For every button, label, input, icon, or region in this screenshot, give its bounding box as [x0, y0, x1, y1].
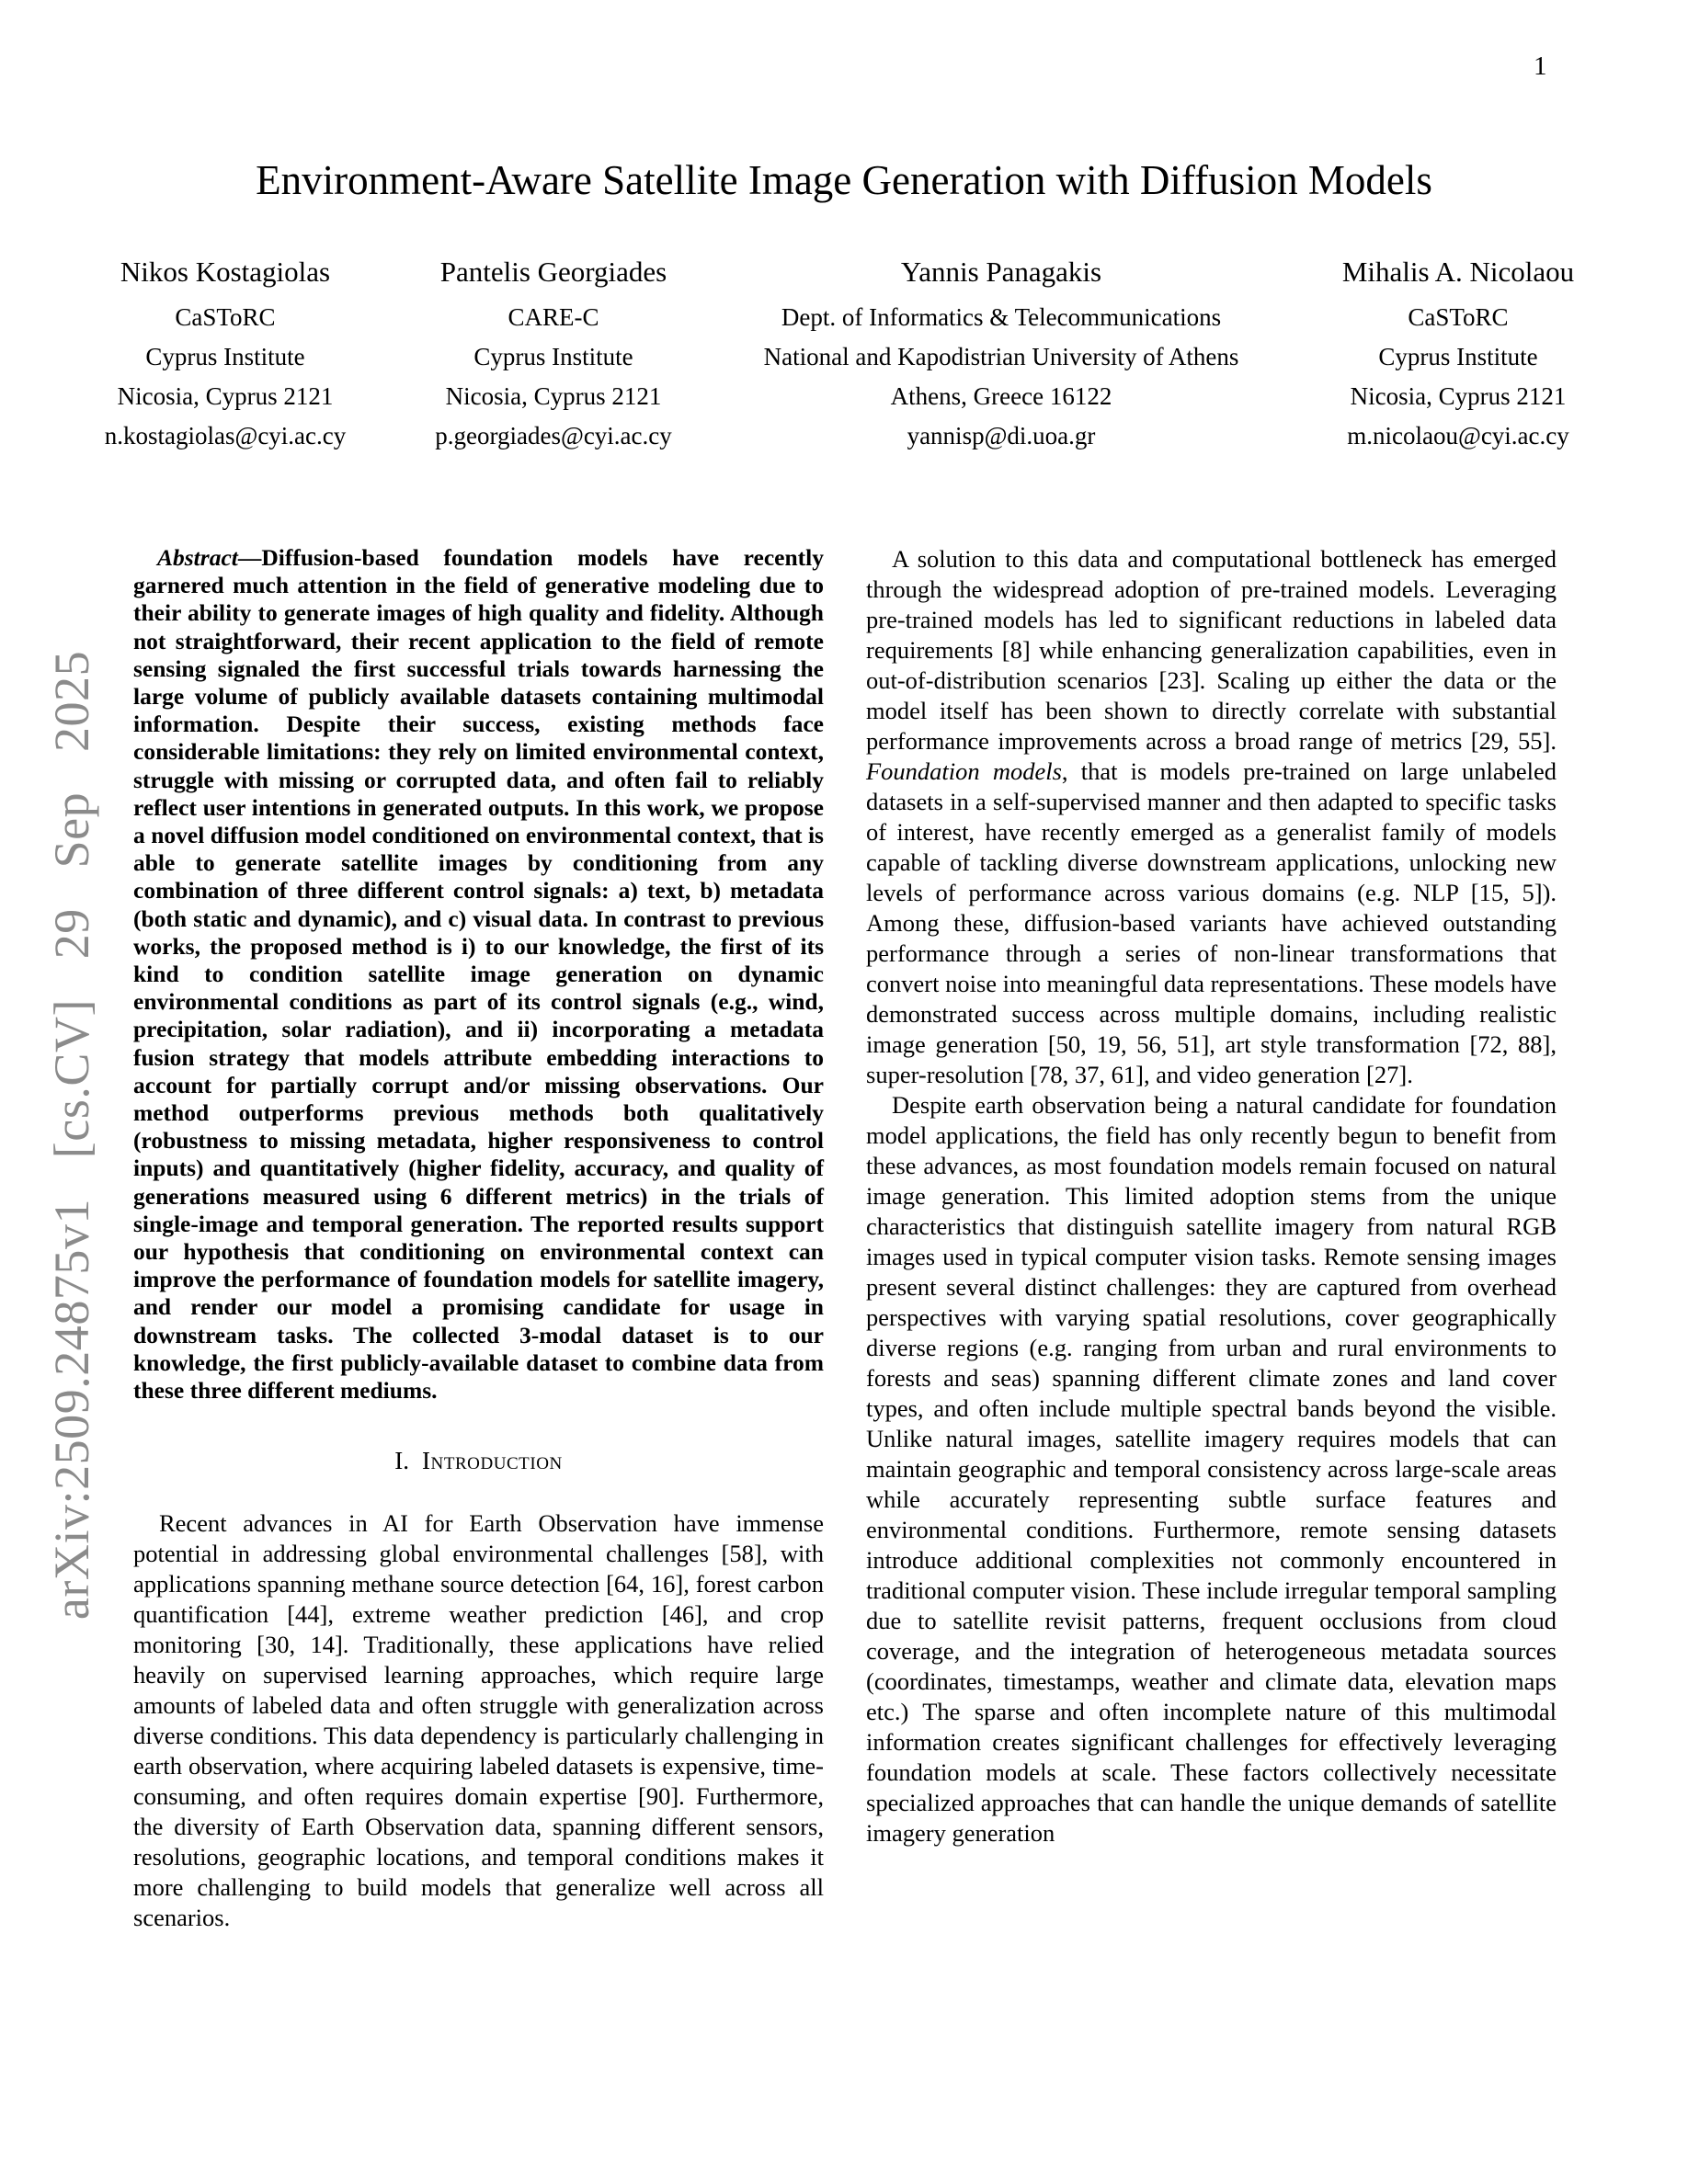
- author-affiliation: Athens, Greece 16122: [890, 382, 1112, 410]
- authors-row: [0, 254, 1688, 456]
- author-email: yannisp@di.uoa.gr: [907, 422, 1096, 449]
- author-affiliation: Nicosia, Cyprus 2121: [445, 382, 662, 410]
- author-affiliation: CARE-C: [508, 303, 599, 331]
- body-paragraph: [866, 544, 1557, 1090]
- author-affiliation: CaSToRC: [1408, 303, 1509, 331]
- arxiv-watermark: arXiv:2509.24875v1 [cs.CV] 29 Sep 2025: [44, 650, 99, 1621]
- paper-title: Environment-Aware Satellite Image Generation with Diffusion Models: [256, 157, 1432, 203]
- author-affiliation: National and Kapodistrian University of Athens: [763, 343, 1239, 370]
- author-block: [1306, 254, 1610, 456]
- author-affiliation: Nicosia, Cyprus 2121: [117, 382, 334, 410]
- body-paragraph: Despite earth observation being a natural candidate for foundation model applications, the field has only recently begun to benefit from these advances, as most foundation models remain focused on natural image generation. This limited adoption stems from the unique characteristics that distinguish satellite imagery from natural RGB images used in typical computer vision tasks. Remote sensing images present several distinct challenges: they are captured from overhead perspectives with varying spatial resolutions, cover geographically diverse regions (e.g. ranging from urban and rural environments to forests and seas) spanning different climate zones and land cover types, and often include multiple spectral bands beyond the visible. Unlike natural images, satellite imagery requires models that can maintain geographic and temporal consistency across large-scale areas while accurately representing subtle surface features and environmental conditions. Furthermore, remote sensing datasets introduce additional complexities not commonly encountered in traditional computer vision. These include irregular temporal sampling due to satellite revisit patterns, frequent occlusions from cloud coverage, and the integration of heterogeneous metadata sources (coordinates, timestamps, weather and climate data, elevation maps etc.) The sparse and often incomplete nature of this multimodal information creates significant challenges for effectively leveraging foundation models at scale. These factors collectively necessitate specialized approaches that can handle the unique demands of satellite imagery generation: [866, 1091, 1557, 1847]
- section-title: Introduction: [422, 1447, 563, 1475]
- author-block: [735, 254, 1268, 456]
- author-affiliation: Cyprus Institute: [145, 343, 305, 370]
- paragraph-text: A solution to this data and computational bottleneck has emerged through the widespread adoption of pre-trained models. Leveraging pre-trained models has led to significant reductions in labeled data requirements [8] while enhancing generalization capabilities, even in out-of-distribution scenarios [23]. Scaling up either the data or the model itself has been shown to directly correlate with substantial performance improvements across a broad range of metrics [29, 55].: [866, 545, 1557, 755]
- author-block: [78, 254, 372, 456]
- section-number: I.: [394, 1447, 410, 1475]
- author-name: Mihalis A. Nicolaou: [1341, 256, 1575, 288]
- author-email: m.nicolaou@cyi.ac.cy: [1347, 422, 1569, 449]
- author-email: p.georgiades@cyi.ac.cy: [435, 422, 672, 449]
- author-name: Yannis Panagakis: [900, 256, 1102, 288]
- column-right: [866, 544, 1557, 1933]
- author-email: n.kostagiolas@cyi.ac.cy: [104, 422, 347, 449]
- body-columns: [133, 544, 1557, 1933]
- foundation-models-emphasis: Foundation models: [866, 757, 1062, 785]
- abstract-paragraph: [133, 544, 824, 1405]
- section-heading: [133, 1447, 824, 1475]
- author-affiliation: Dept. of Informatics & Telecommunications: [781, 303, 1222, 331]
- abstract-label: Abstract: [157, 544, 238, 571]
- author-affiliation: Nicosia, Cyprus 2121: [1350, 382, 1567, 410]
- author-affiliation: CaSToRC: [175, 303, 276, 331]
- author-name: Pantelis Georgiades: [439, 256, 667, 288]
- author-affiliation: Cyprus Institute: [1378, 343, 1538, 370]
- author-block: [411, 254, 696, 456]
- intro-paragraph: Recent advances in AI for Earth Observation have immense potential in addressing global environmental challenges [58], with applications spanning methane source detection [64, 16], forest carbon quantification [44], extreme weather prediction [46], and crop monitoring [30, 14]. Traditionally, these applications have relied heavily on supervised learning approaches, which require large amounts of labeled data and often struggle with generalization across diverse conditions. This data dependency is particularly challenging in earth observation, where acquiring labeled datasets is expensive, time-consuming, and often requires domain expertise [90]. Furthermore, the diversity of Earth Observation data, spanning different sensors, resolutions, geographic locations, and temporal conditions makes it more challenging to build models that generalize well across all scenarios.: [133, 1509, 824, 1932]
- column-left: [133, 544, 824, 1933]
- abstract-text: —Diffusion-based foundation models have recently garnered much attention in the field of generative modeling due to their ability to generate images of high quality and fidelity. Although not straightforward, their recent application to the field of remote sensing signaled the first successful trials towards harnessing the large volume of publicly available datasets containing multimodal information. Despite their success, existing methods face considerable limitations: they rely on limited environmental context, struggle with missing or corrupted data, and often fail to reliably reflect user intentions in generated outputs. In this work, we propose a novel diffusion model conditioned on environmental context, that is able to generate satellite images by conditioning from any combination of three different control signals: a) text, b) metadata (both static and dynamic), and c) visual data. In contrast to previous works, the proposed method is i) to our knowledge, the first of its kind to condition satellite image generation on dynamic environmental conditions as part of its control signals (e.g., wind, precipitation, solar radiation), and ii) incorporating a metadata fusion strategy that models attribute embedding interactions to account for partially corrupt and/or missing observations. Our method outperforms previous methods both qualitatively (robustness to missing metadata, higher responsiveness to control inputs) and quantitatively (higher fidelity, accuracy, and quality of generations measured using 6 different metrics) in the trials of single-image and temporal generation. The reported results support our hypothesis that conditioning on environmental context can improve the performance of foundation models for satellite imagery, and render our model a promising candidate for usage in downstream tasks. The collected 3-modal dataset is to our knowledge, the first publicly-available dataset to combine data from these three different mediums.: [133, 544, 824, 1405]
- paragraph-text: , that is models pre-trained on large unlabeled datasets in a self-supervised manner and then adapted to specific tasks of interest, have recently emerged as a generalist family of models capable of tackling diverse downstream applications, unlocking new levels of performance across various domains (e.g. NLP [15, 5]). Among these, diffusion-based variants have achieved outstanding performance through a series of non-linear transformations that convert noise into meaningful data representations. These models have demonstrated success across multiple domains, including realistic image generation [50, 19, 56, 51], art style transformation [72, 88], super-resolution [78, 37, 61], and video generation [27].: [866, 757, 1557, 1088]
- author-name: Nikos Kostagiolas: [120, 256, 331, 288]
- author-affiliation: Cyprus Institute: [473, 343, 633, 370]
- page-number: 1: [1534, 51, 1547, 81]
